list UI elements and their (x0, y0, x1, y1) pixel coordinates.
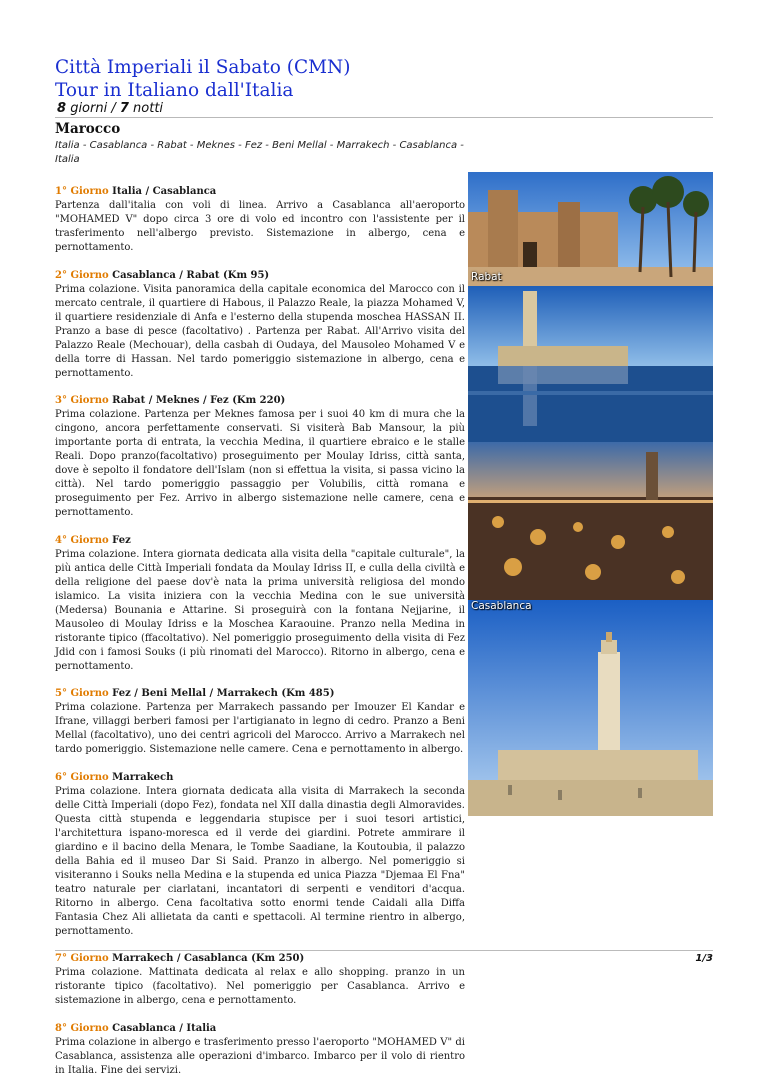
title-line-2: Tour in Italiano dall'Italia (55, 80, 294, 101)
day-number: 4° Giorno (55, 534, 109, 546)
country-name: Marocco (55, 121, 121, 137)
day-heading (55, 952, 465, 966)
photo-casablanca (468, 600, 713, 816)
day-description: Prima colazione. Partenza per Meknes famosa per i suoi 40 km di mura che la cingono, ancora perfettamente conservati. Si visiterà Bab Mansour, la più importante porta di entrata, la vecchia Medina, il quartiere ebraico e le stalle Reali. Dopo pranzo(facoltativo) proseguimento per Moulay Idriss, città santa, dove è sepolto il fondatore dell'Islam (non si effettua la visita, si passa vicino la città). Nel tardo pomeriggio passaggio per Volubilis, città romana e proseguimento per Fez. Arrivo in albergo sistemazione nelle camere, cena e pernottamento. (55, 409, 465, 518)
day-description: Prima colazione. Partenza per Marrakech passando per Imouzer El Kandar e Ifrane, villaggi berberi famosi per l'artigianato in legno di cedro. Pranzo a Beni Mellal (facoltativo), uno dei centri agricoli del Marocco. Arrivo a Marrakech nel tardo pomeriggio. Sistemazione nelle camere. Cena e pernottamento in albergo. (55, 702, 465, 755)
day-description: Prima colazione. Intera giornata dedicata alla visita della "capitale culturale", la più antica delle Città Imperiali fondata da Moulay Idriss II, e culla della civiltà e della religione del paese dov'è nata la prima università religiosa del mondo islamico. La visita iniziera con la vecchia Medina con le sue università (Medersa) Bounania e Attarine. Si proseguirà con la fontana Nejjarine, il Mausoleo di Moulay Idriss e la Moschea Karaouine. Pranzo nella Medina in ristorante tipico (ffacoltativo). Nel pomeriggio proseguimento della visita di Fez Jdid con i famosi Souks (i più rinomati del Marocco). Ritorno in albergo, cena e pernottamento. (55, 548, 465, 672)
day-title: Fez / Beni Mellal / Marrakech (Km 485) (112, 688, 335, 699)
photo-column (468, 172, 713, 816)
day-heading (55, 185, 465, 199)
photo-night-market (468, 442, 713, 600)
day-number: 1° Giorno (55, 186, 109, 197)
itinerary-day-7 (55, 952, 465, 1008)
title-line-1: Città Imperiali il Sabato (CMN) (55, 57, 351, 78)
day-title: Marrakech (112, 771, 174, 783)
tour-duration (57, 101, 163, 116)
day-number: 6° Giorno (55, 771, 109, 783)
itinerary (55, 185, 465, 1091)
route-line: Italia - Casablanca - Rabat - Meknes - Fez - Beni Mellal - Marrakech - Casablanca - Italia (55, 140, 464, 165)
day-heading (55, 534, 465, 548)
photo-mosque-reflection (468, 286, 713, 442)
itinerary-day-5 (55, 687, 465, 757)
itinerary-day-6 (55, 771, 465, 939)
photo-caption-rabat: Rabat (471, 271, 502, 283)
day-heading (55, 394, 465, 408)
day-title: Casablanca / Italia (112, 1022, 217, 1034)
itinerary-day-2 (55, 269, 465, 381)
day-number: 2° Giorno (55, 269, 109, 281)
day-title: Marrakech / Casablanca (Km 250) (112, 953, 305, 964)
day-number: 3° Giorno (55, 395, 109, 406)
day-description: Partenza dall'italia con voli di linea. Arrivo a Casablanca all'aeroporto "MOHAMED V" dopo circa 3 ore di volo ed incontro con l'assistente per il trasferimento nell'albergo previsto. Sistemazione in albergo, cena e pernottamento. (55, 200, 465, 253)
photo-rabat (468, 172, 713, 286)
nights-count: 7 (119, 101, 129, 116)
document-page (55, 0, 713, 1076)
day-heading (55, 687, 465, 701)
day-number: 7° Giorno (55, 953, 109, 964)
day-title: Italia / Casablanca (112, 186, 217, 197)
nights-word: notti (133, 101, 164, 116)
days-word: giorni / (70, 101, 116, 116)
tour-title (55, 56, 555, 102)
day-description: Prima colazione. Visita panoramica della capitale economica del Marocco con il mercato centrale, il quartiere di Habous, il Palazzo Reale, la piazza Mohamed V, il quartiere residenziale di Anfa e l'esterno della stupenda moschea HASSAN II. Pranzo a base di pesce (facoltativo) . Partenza per Rabat. All'Arrivo visita del Palazzo Reale (Mechouar), della casbah di Oudaya, del Mausoleo Mohamed V e della torre di Hassan. Nel tardo pomeriggio sistemazione in albergo, cena e pernottamento. (55, 283, 465, 379)
itinerary-day-1 (55, 185, 465, 255)
day-heading (55, 1022, 465, 1036)
itinerary-day-3 (55, 394, 465, 520)
day-heading (55, 269, 465, 283)
day-description: Prima colazione. Intera giornata dedicata alla visita di Marrakech la seconda delle Città Imperiali (dopo Fez), fondata nel XII dalla dinastia degli Almoravides. Questa città stupenda e leggendaria stupisce per i suoi tesori artistici, l'architettura ispano-moresca ed il verde dei giardini. Potrete ammirare il giardino e il bacino della Menara, le Tombe Saadiane, la Koutoubia, il palazzo della Bahia ed il museo Dar Si Said. Pranzo in albergo. Nel pomeriggio si visiteranno i Souks nella Medina e la stupenda ed unica Piazza "Djemaa El Fna" teatro naturale per ciarlatani, incantatori di serpenti e venditori d'acqua. Ritorno in albergo. Cena facoltativa sotto enormi tende Caidali alla Diffa Fantasia Chez Ali allietata da canti e spettacoli. Al termine rientro in albergo, pernottamento. (55, 785, 465, 937)
days-count: 8 (57, 101, 67, 116)
day-description: Prima colazione. Mattinata dedicata al relax e allo shopping. pranzo in un ristorante tipico (facoltativo). Nel pomeriggio per Casablanca. Arrivo e sistemazione in albergo, cena e pernottamento. (55, 967, 465, 1006)
day-title: Fez (112, 534, 131, 546)
page-number: 1/3 (695, 953, 713, 964)
header-divider (55, 117, 713, 118)
day-title: Casablanca / Rabat (Km 95) (112, 269, 270, 281)
photo-caption-casablanca: Casablanca (471, 600, 532, 612)
day-description: Prima colazione in albergo e trasferimento presso l'aeroporto "MOHAMED V" di Casablanca, assistenza alle operazioni d'imbarco. Imbarco per il volo di rientro in Italia. Fine dei servizi. (55, 1036, 465, 1076)
footer-divider (55, 950, 713, 951)
day-title: Rabat / Meknes / Fez (Km 220) (112, 395, 286, 406)
itinerary-day-4 (55, 534, 465, 674)
day-heading (55, 771, 465, 785)
itinerary-day-8 (55, 1022, 465, 1078)
day-number: 8° Giorno (55, 1022, 109, 1034)
day-number: 5° Giorno (55, 688, 109, 699)
